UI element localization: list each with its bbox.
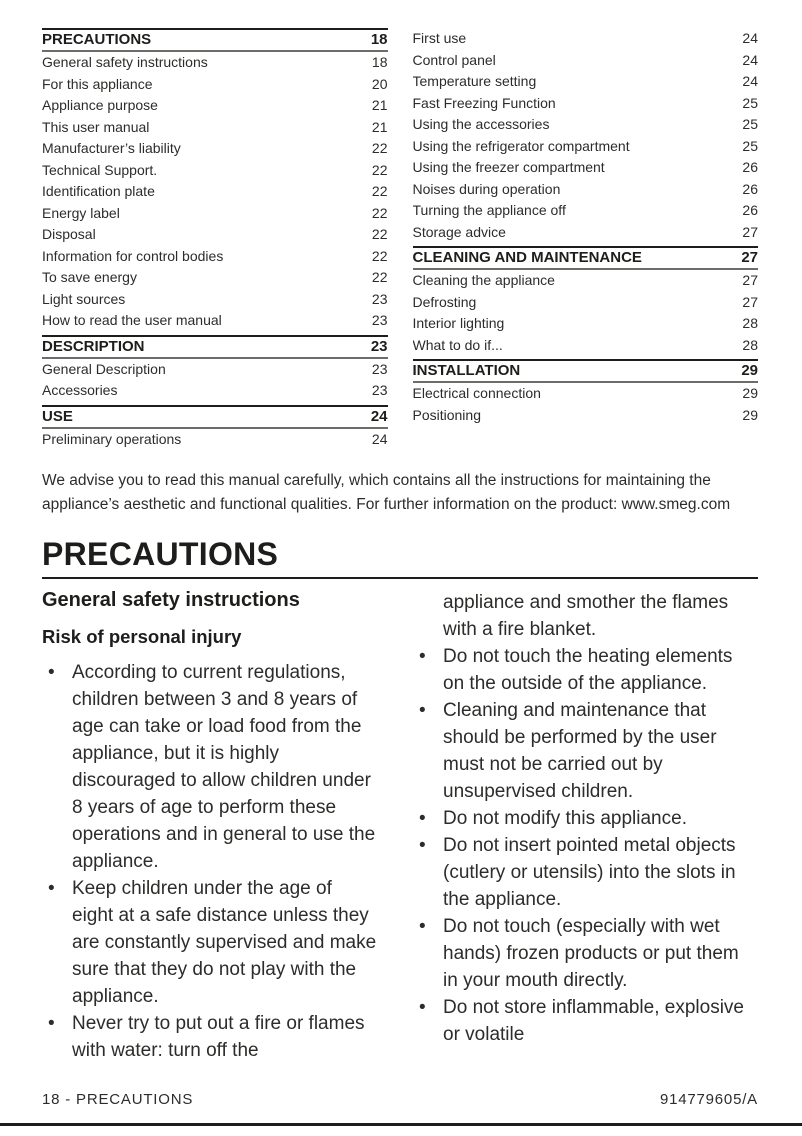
toc-entry-label: DESCRIPTION <box>42 337 145 355</box>
toc-left-column <box>42 28 388 450</box>
toc-entry-page: 24 <box>371 430 388 447</box>
toc-entry-page: 24 <box>370 407 388 425</box>
toc-entry-label: Noises during operation <box>412 180 561 197</box>
toc-entry <box>413 114 759 136</box>
toc-entry <box>42 310 388 332</box>
bullet-item: • Do not modify this appliance. <box>413 805 758 832</box>
toc-entry-label: Identification plate <box>42 183 155 199</box>
page-title: PRECAUTIONS <box>42 536 279 572</box>
toc-entry <box>42 405 388 429</box>
toc-entry-page: 23 <box>370 337 388 355</box>
toc-entry <box>413 359 759 383</box>
toc-entry-label: Light sources <box>42 290 126 307</box>
toc-entry-label: Disposal <box>42 226 96 242</box>
toc-entry <box>42 181 388 203</box>
toc-entry-page: 27 <box>742 223 758 240</box>
toc-entry <box>413 157 759 179</box>
footer-doc-code: 914779605/A <box>659 1091 758 1108</box>
bullet-list-right <box>413 643 758 1048</box>
toc-entry-page: 24 <box>742 51 758 68</box>
toc-entry-label: Cleaning the appliance <box>412 272 555 288</box>
toc-entry-page: 26 <box>742 159 758 175</box>
toc-entry-page: 26 <box>742 180 758 197</box>
toc-entry-label: Electrical connection <box>412 385 541 401</box>
toc-entry-label: INSTALLATION <box>412 362 521 379</box>
toc-entry-label: Manufacturer’s liability <box>42 140 181 156</box>
body-left-column <box>42 589 387 1064</box>
toc-entry <box>413 383 759 405</box>
toc-entry-page: 26 <box>742 202 758 218</box>
toc-entry-label: General Description <box>42 360 166 377</box>
toc-entry <box>42 138 388 160</box>
toc-entry <box>413 292 759 314</box>
toc-entry-page: 25 <box>742 116 758 132</box>
toc-entry <box>42 28 388 52</box>
toc-entry-page: 22 <box>371 226 388 242</box>
toc-entry <box>42 359 388 381</box>
toc-entry-page: 21 <box>371 97 388 113</box>
bullet-item: • Do not touch (especially with wet hands) frozen products or put them in your mouth directly. <box>413 913 758 994</box>
toc-entry-page: 23 <box>371 290 388 307</box>
toc-entry-page: 29 <box>742 385 758 401</box>
toc-entry-label: Fast Freezing Function <box>412 94 556 111</box>
toc-entry-label: First use <box>412 30 467 46</box>
toc-entry <box>413 93 759 115</box>
toc-entry-page: 23 <box>371 360 388 377</box>
toc-entry-label: How to read the user manual <box>42 312 222 328</box>
toc-entry-page: 18 <box>370 31 388 48</box>
toc-entry-label: Energy label <box>42 204 120 221</box>
toc-entry-page: 22 <box>371 140 388 156</box>
toc-entry <box>413 270 759 292</box>
toc-entry <box>413 28 759 50</box>
toc-entry-label: Using the refrigerator compartment <box>412 137 630 154</box>
toc-entry-label: Control panel <box>412 51 496 68</box>
bullet-item: • Do not insert pointed metal objects (cutlery or utensils) into the slots in the appliance. <box>413 832 758 913</box>
toc-entry <box>42 246 388 268</box>
toc-entry <box>42 160 388 182</box>
toc-entry-label: Appliance purpose <box>42 97 158 113</box>
body-right-column <box>413 589 758 1064</box>
toc-entry-page: 27 <box>742 293 758 310</box>
precautions-body <box>42 589 758 1064</box>
toc-entry-page: 23 <box>371 382 388 398</box>
toc-entry-page: 22 <box>371 247 388 264</box>
toc-entry <box>413 335 759 357</box>
toc-entry-page: 25 <box>742 137 758 154</box>
toc-entry <box>413 246 759 270</box>
toc-entry <box>413 405 759 427</box>
toc-entry <box>413 200 759 222</box>
toc-entry-page: 18 <box>371 54 388 70</box>
toc-entry-label: Accessories <box>42 382 118 398</box>
toc-entry-label: Using the accessories <box>412 116 550 132</box>
intro-paragraph: We advise you to read this manual carefully, which contains all the instructions for maintaining the appliance’s aesthetic and functional qualities. For further information on the product: www.smeg.com <box>42 472 731 513</box>
toc-entry-label: Defrosting <box>412 293 477 310</box>
toc-entry-label: To save energy <box>42 269 137 285</box>
toc-entry <box>413 313 759 335</box>
toc-right-column <box>413 28 759 450</box>
subsection-heading: Risk of personal injury <box>42 626 242 647</box>
toc-entry <box>42 335 388 359</box>
toc-entry-page: 22 <box>371 269 388 285</box>
toc-entry <box>42 74 388 96</box>
toc-entry-page: 25 <box>742 94 758 111</box>
bullet-item: • Do not touch the heating elements on the outside of the appliance. <box>413 643 758 697</box>
toc-entry-label: This user manual <box>42 118 150 135</box>
toc-entry-label: For this appliance <box>42 75 153 92</box>
toc-entry-label: Technical Support. <box>42 161 158 178</box>
footer-page-label: 18 - PRECAUTIONS <box>42 1091 194 1108</box>
toc-entry-page: 27 <box>742 272 758 288</box>
bullet-item: • Do not store inflammable, explosive or volatile <box>413 994 758 1048</box>
toc-entry-label: General safety instructions <box>42 54 208 70</box>
toc-entry <box>42 224 388 246</box>
toc-entry-page: 28 <box>742 315 758 331</box>
toc-entry-label: USE <box>42 407 73 425</box>
bullet-item: • According to current regulations, children between 3 and 8 years of age can take or load food from the appliance, but it is highly discouraged to allow children under 8 years of age to perform these operations and in general to use the appliance. <box>42 659 387 875</box>
toc-entry-page: 24 <box>742 30 758 46</box>
section-heading: General safety instructions <box>42 589 300 611</box>
toc-entry <box>413 136 759 158</box>
toc-entry-page: 29 <box>742 406 758 423</box>
toc-entry <box>413 71 759 93</box>
bullet-item: • Keep children under the age of eight at a safe distance unless they are constantly supervised and make sure that they do not play with the appliance. <box>42 875 387 1010</box>
toc-entry <box>42 429 388 451</box>
toc-entry-page: 22 <box>371 204 388 221</box>
toc-entry-label: PRECAUTIONS <box>42 31 152 48</box>
continuation-text: appliance and smother the flames with a fire blanket. <box>443 592 729 640</box>
toc-entry-label: CLEANING AND MAINTENANCE <box>412 249 642 266</box>
toc-entry <box>42 117 388 139</box>
toc-entry <box>42 289 388 311</box>
toc-entry-label: Interior lighting <box>412 315 505 331</box>
toc-entry-label: Preliminary operations <box>42 430 182 447</box>
title-divider <box>42 577 758 579</box>
table-of-contents <box>42 28 758 450</box>
toc-entry-label: Positioning <box>412 406 481 423</box>
bullet-list-left <box>42 659 387 1064</box>
toc-entry <box>42 380 388 402</box>
toc-entry-page: 27 <box>741 249 758 266</box>
page-footer <box>42 1091 758 1108</box>
toc-entry <box>42 203 388 225</box>
page-bottom-rule <box>0 1123 802 1126</box>
toc-entry-page: 28 <box>742 336 758 353</box>
toc-entry <box>413 222 759 244</box>
toc-entry <box>413 50 759 72</box>
toc-entry-page: 21 <box>371 118 388 135</box>
toc-entry <box>42 267 388 289</box>
toc-entry <box>413 179 759 201</box>
toc-entry-label: Temperature setting <box>412 73 537 89</box>
toc-entry-label: Storage advice <box>412 223 506 240</box>
bullet-item: • Cleaning and maintenance that should be performed by the user must not be carried out by unsupervised children. <box>413 697 758 805</box>
toc-entry <box>42 95 388 117</box>
toc-entry-label: Using the freezer compartment <box>412 159 605 175</box>
toc-entry-label: Turning the appliance off <box>412 202 566 218</box>
toc-entry-label: What to do if... <box>412 336 503 353</box>
toc-entry-page: 20 <box>371 75 388 92</box>
toc-entry-label: Information for control bodies <box>42 247 224 264</box>
toc-entry-page: 29 <box>741 362 758 379</box>
toc-entry <box>42 52 388 74</box>
toc-entry-page: 23 <box>371 312 388 328</box>
toc-entry-page: 24 <box>742 73 758 89</box>
bullet-item: • Never try to put out a fire or flames with water: turn off the <box>42 1010 387 1064</box>
toc-entry-page: 22 <box>371 161 388 178</box>
toc-entry-page: 22 <box>371 183 388 199</box>
